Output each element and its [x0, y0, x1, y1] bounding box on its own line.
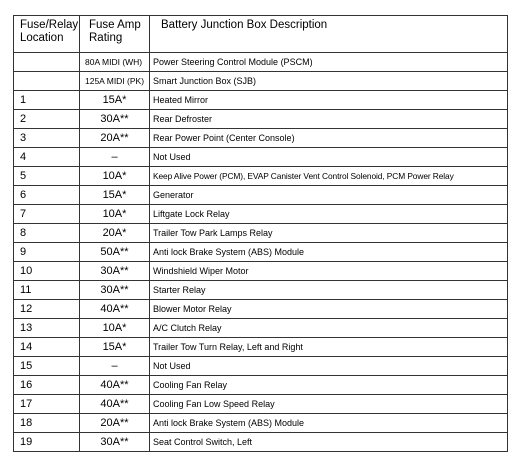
- table-row: [14, 129, 508, 148]
- table-row: [14, 205, 508, 224]
- fuse-location-cell: 6: [14, 186, 80, 205]
- table-row: [14, 148, 508, 167]
- fuse-rating-cell: –: [80, 357, 150, 376]
- fuse-rating-cell: 40A**: [80, 395, 150, 414]
- fuse-rating-cell: 80A MIDI (WH): [80, 53, 150, 72]
- fuse-description-cell: Not Used: [150, 357, 508, 376]
- fuse-description-cell: Cooling Fan Low Speed Relay: [150, 395, 508, 414]
- table-row: [14, 53, 508, 72]
- table-body: [14, 53, 508, 452]
- table-row: [14, 110, 508, 129]
- fuse-location-cell: 19: [14, 433, 80, 452]
- fuse-location-cell: 10: [14, 262, 80, 281]
- table-row: [14, 376, 508, 395]
- fuse-description-cell: Liftgate Lock Relay: [150, 205, 508, 224]
- fuse-table: [13, 15, 508, 452]
- fuse-location-cell: 14: [14, 338, 80, 357]
- table-row: [14, 433, 508, 452]
- fuse-location-cell: [14, 53, 80, 72]
- header-location: Fuse/Relay Location: [14, 16, 80, 53]
- fuse-location-cell: 9: [14, 243, 80, 262]
- fuse-rating-cell: 15A*: [80, 91, 150, 110]
- fuse-description-cell: Power Steering Control Module (PSCM): [150, 53, 508, 72]
- fuse-location-cell: [14, 72, 80, 91]
- fuse-rating-cell: 15A*: [80, 186, 150, 205]
- fuse-description-cell: Smart Junction Box (SJB): [150, 72, 508, 91]
- fuse-location-cell: 16: [14, 376, 80, 395]
- fuse-rating-cell: 30A**: [80, 281, 150, 300]
- fuse-description-cell: Heated Mirror: [150, 91, 508, 110]
- fuse-description-cell: A/C Clutch Relay: [150, 319, 508, 338]
- fuse-location-cell: 2: [14, 110, 80, 129]
- fuse-rating-cell: 30A**: [80, 110, 150, 129]
- fuse-description-cell: Anti lock Brake System (ABS) Module: [150, 243, 508, 262]
- fuse-location-cell: 4: [14, 148, 80, 167]
- fuse-rating-cell: 15A*: [80, 338, 150, 357]
- fuse-location-cell: 18: [14, 414, 80, 433]
- fuse-rating-cell: 10A*: [80, 167, 150, 186]
- fuse-location-cell: 1: [14, 91, 80, 110]
- table-row: [14, 186, 508, 205]
- fuse-location-cell: 17: [14, 395, 80, 414]
- table-row: [14, 262, 508, 281]
- table-row: [14, 167, 508, 186]
- fuse-description-cell: Starter Relay: [150, 281, 508, 300]
- fuse-description-cell: Blower Motor Relay: [150, 300, 508, 319]
- header-description: Battery Junction Box Description: [150, 16, 508, 53]
- fuse-description-cell: Trailer Tow Turn Relay, Left and Right: [150, 338, 508, 357]
- fuse-rating-cell: 10A*: [80, 319, 150, 338]
- table-row: [14, 414, 508, 433]
- fuse-location-cell: 15: [14, 357, 80, 376]
- table-row: [14, 224, 508, 243]
- fuse-location-cell: 7: [14, 205, 80, 224]
- fuse-location-cell: 8: [14, 224, 80, 243]
- table-header-row: [14, 16, 508, 53]
- fuse-description-cell: Not Used: [150, 148, 508, 167]
- table-row: [14, 91, 508, 110]
- fuse-location-cell: 13: [14, 319, 80, 338]
- fuse-description-cell: Trailer Tow Park Lamps Relay: [150, 224, 508, 243]
- fuse-location-cell: 3: [14, 129, 80, 148]
- fuse-description-cell: Cooling Fan Relay: [150, 376, 508, 395]
- fuse-description-cell: Keep Alive Power (PCM), EVAP Canister Vent Control Solenoid, PCM Power Relay: [150, 167, 508, 186]
- fuse-location-cell: 11: [14, 281, 80, 300]
- header-rating: Fuse Amp Rating: [80, 16, 150, 53]
- table-row: [14, 357, 508, 376]
- fuse-rating-cell: 50A**: [80, 243, 150, 262]
- table-row: [14, 338, 508, 357]
- fuse-location-cell: 5: [14, 167, 80, 186]
- fuse-rating-cell: 20A**: [80, 129, 150, 148]
- fuse-rating-cell: 10A*: [80, 205, 150, 224]
- fuse-rating-cell: –: [80, 148, 150, 167]
- fuse-description-cell: Rear Power Point (Center Console): [150, 129, 508, 148]
- fuse-rating-cell: 30A**: [80, 262, 150, 281]
- fuse-description-cell: Seat Control Switch, Left: [150, 433, 508, 452]
- fuse-rating-cell: 40A**: [80, 376, 150, 395]
- fuse-rating-cell: 20A*: [80, 224, 150, 243]
- table-row: [14, 281, 508, 300]
- table-row: [14, 300, 508, 319]
- fuse-description-cell: Rear Defroster: [150, 110, 508, 129]
- table-row: [14, 243, 508, 262]
- table-row: [14, 395, 508, 414]
- fuse-location-cell: 12: [14, 300, 80, 319]
- fuse-rating-cell: 125A MIDI (PK): [80, 72, 150, 91]
- fuse-rating-cell: 40A**: [80, 300, 150, 319]
- table-row: [14, 72, 508, 91]
- fuse-rating-cell: 20A**: [80, 414, 150, 433]
- fuse-rating-cell: 30A**: [80, 433, 150, 452]
- table-row: [14, 319, 508, 338]
- fuse-description-cell: Windshield Wiper Motor: [150, 262, 508, 281]
- fuse-description-cell: Generator: [150, 186, 508, 205]
- fuse-description-cell: Anti lock Brake System (ABS) Module: [150, 414, 508, 433]
